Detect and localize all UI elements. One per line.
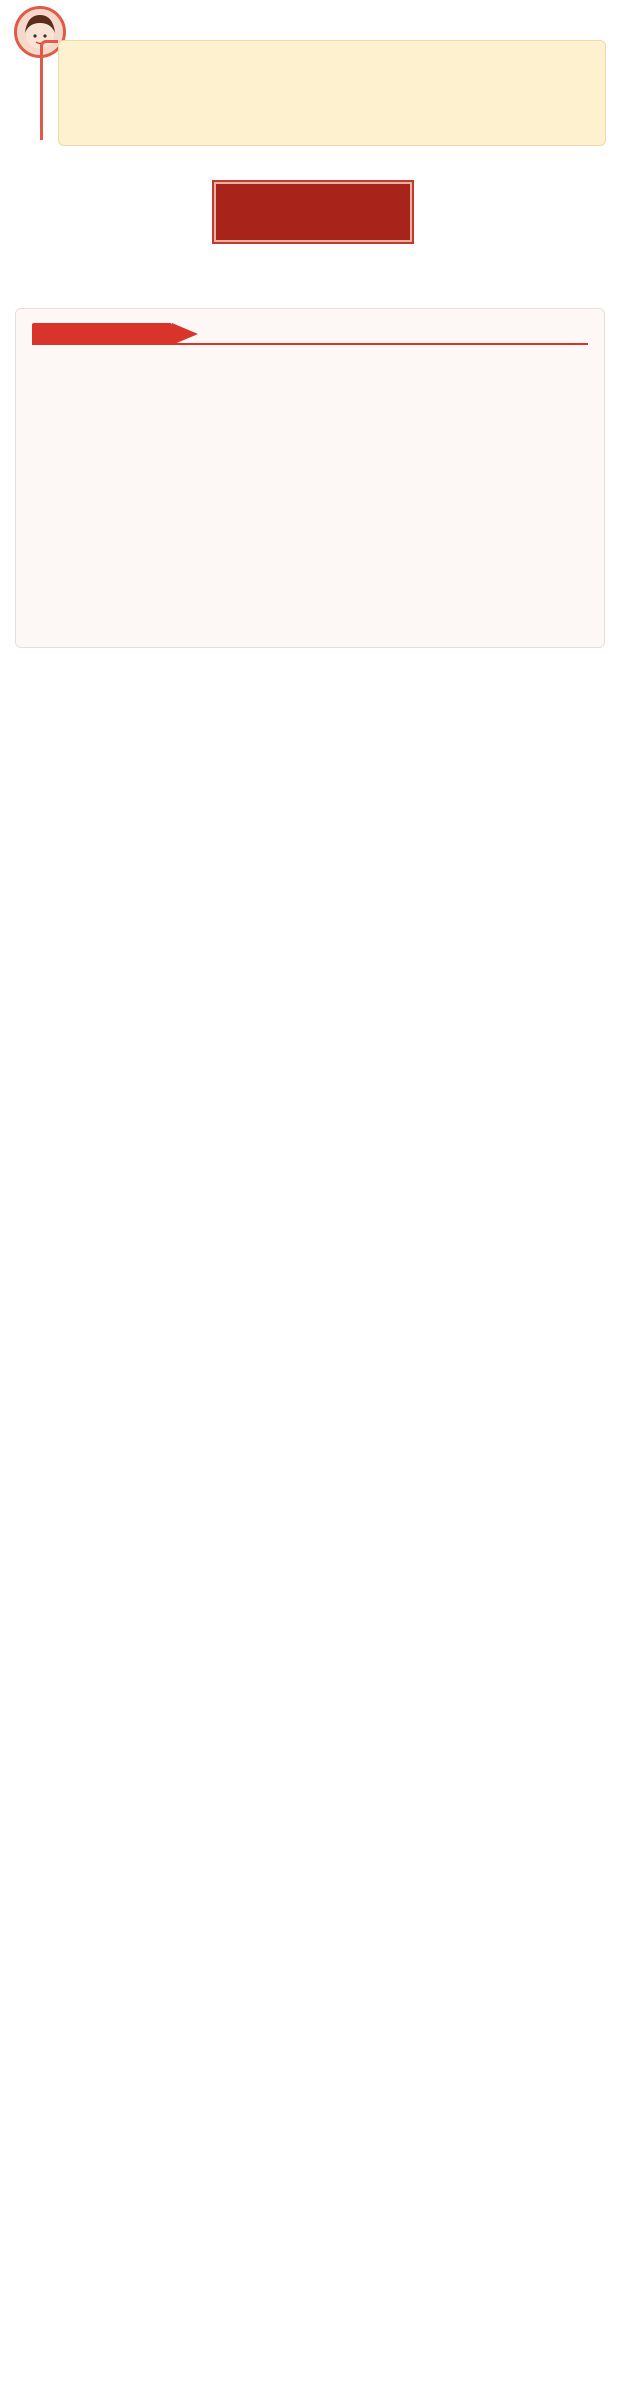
knowledge-title-tab: [32, 323, 172, 345]
intro-box: [58, 40, 606, 146]
intro-paragraph-1: [73, 49, 593, 68]
knowledge-box: [15, 308, 605, 648]
intro-section: [0, 0, 620, 154]
intro-bracket: [40, 40, 58, 140]
title-banner: [212, 180, 414, 244]
intro-paragraph-2: [73, 70, 593, 89]
title-section: [0, 154, 620, 276]
article-body: [0, 276, 620, 290]
page: [0, 0, 620, 648]
